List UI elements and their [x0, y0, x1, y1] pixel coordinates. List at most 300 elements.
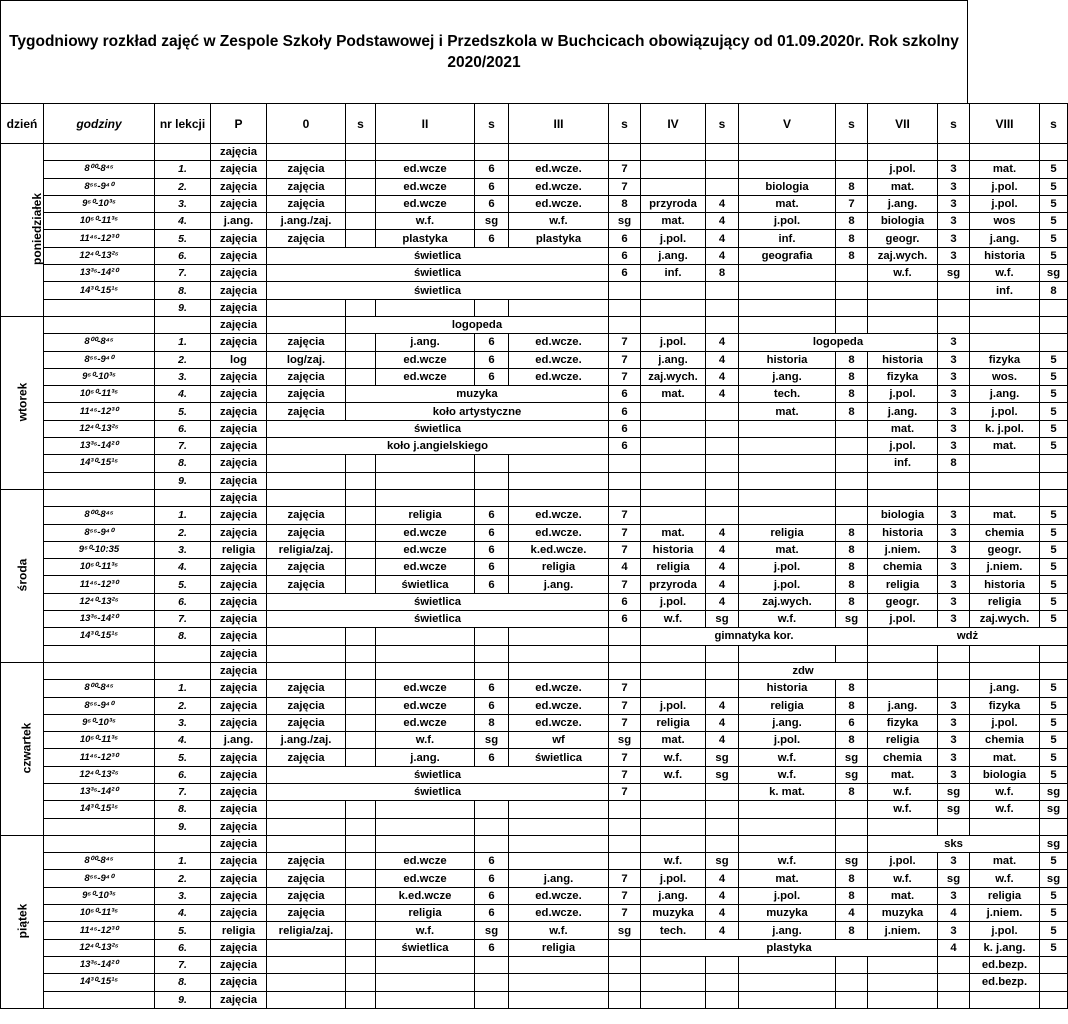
lesson-cell: 5 [1040, 732, 1068, 749]
lesson-cell: j.pol. [970, 195, 1040, 212]
lesson-cell: sg [609, 922, 641, 939]
lesson-cell: j.ang. [211, 213, 267, 230]
lesson-cell: 8 [836, 213, 868, 230]
lesson-cell [475, 991, 509, 1008]
lesson-cell: 3 [938, 697, 970, 714]
lesson-cell [475, 455, 509, 472]
lesson-cell: 3 [938, 593, 970, 610]
lesson-cell [267, 455, 346, 472]
lesson-cell [739, 835, 836, 852]
lesson-cell [475, 628, 509, 645]
lesson-cell: 5 [1040, 368, 1068, 385]
table-row [1, 905, 1068, 922]
lesson-cell: 8 [938, 455, 970, 472]
lesson-cell [938, 282, 970, 299]
merged-cell: plastyka [641, 939, 938, 956]
lesson-number-cell: 7. [155, 265, 211, 282]
lesson-cell [836, 991, 868, 1008]
table-row [1, 282, 1068, 299]
lesson-cell: zajęcia [267, 524, 346, 541]
lesson-cell [938, 316, 970, 333]
lesson-cell [739, 282, 836, 299]
lesson-cell [868, 645, 938, 662]
lesson-cell: 3 [938, 541, 970, 558]
lesson-cell: 8 [836, 697, 868, 714]
lesson-cell [346, 195, 376, 212]
header-cell: IV [641, 104, 706, 144]
lesson-cell [376, 956, 475, 973]
lesson-number-cell: 3. [155, 195, 211, 212]
lesson-cell: wos [970, 213, 1040, 230]
lesson-cell: religia [970, 593, 1040, 610]
table-row [1, 455, 1068, 472]
lesson-cell: j.pol. [641, 334, 706, 351]
lesson-cell: zajęcia [267, 714, 346, 731]
lesson-cell [1040, 472, 1068, 489]
lesson-cell [346, 905, 376, 922]
lesson-cell: 3 [938, 334, 970, 351]
lesson-cell: ed.wcze [376, 368, 475, 385]
lesson-cell [346, 455, 376, 472]
lesson-cell: ed.wcze [376, 559, 475, 576]
lesson-cell: sg [1040, 870, 1068, 887]
lesson-cell: k.ed.wcze. [509, 541, 609, 558]
lesson-cell [641, 801, 706, 818]
lesson-cell [868, 991, 938, 1008]
lesson-cell [836, 507, 868, 524]
lesson-number-cell [155, 645, 211, 662]
lesson-cell [376, 645, 475, 662]
lesson-cell: 6 [475, 178, 509, 195]
lesson-cell: w.f. [641, 611, 706, 628]
header-cell: s [346, 104, 376, 144]
lesson-cell [938, 472, 970, 489]
lesson-cell: mat. [970, 438, 1040, 455]
lesson-cell [346, 939, 376, 956]
lesson-cell: zajęcia [267, 161, 346, 178]
hours-cell: 13³⁵-14²⁰ [44, 956, 155, 973]
lesson-cell [346, 161, 376, 178]
hours-cell: 12⁴⁰-13²⁵ [44, 420, 155, 437]
lesson-cell: w.f. [970, 801, 1040, 818]
lesson-cell [346, 922, 376, 939]
hours-cell: 9⁵⁰-10³⁵ [44, 195, 155, 212]
lesson-cell: 5 [1040, 749, 1068, 766]
lesson-number-cell: 1. [155, 853, 211, 870]
lesson-number-cell: 8. [155, 628, 211, 645]
hours-cell: 8⁵⁵-9⁴⁰ [44, 351, 155, 368]
lesson-cell: zajęcia [267, 386, 346, 403]
lesson-cell: j.ang. [970, 386, 1040, 403]
lesson-cell: 3 [938, 611, 970, 628]
lesson-cell: 7 [609, 161, 641, 178]
lesson-cell: 3 [938, 230, 970, 247]
lesson-cell: mat. [641, 732, 706, 749]
lesson-cell: k. j.ang. [970, 939, 1040, 956]
lesson-number-cell: 3. [155, 368, 211, 385]
table-row [1, 835, 1068, 852]
lesson-cell: 3 [938, 368, 970, 385]
lesson-cell: zajęcia [211, 144, 267, 161]
table-row [1, 783, 1068, 800]
lesson-cell [475, 974, 509, 991]
lesson-number-cell: 5. [155, 922, 211, 939]
lesson-cell: log [211, 351, 267, 368]
table-row [1, 472, 1068, 489]
lesson-cell [267, 956, 346, 973]
lesson-cell: 4 [706, 732, 739, 749]
lesson-cell [509, 628, 609, 645]
lesson-number-cell: 9. [155, 299, 211, 316]
merged-cell: świetlica [267, 420, 609, 437]
lesson-number-cell: 8. [155, 801, 211, 818]
lesson-cell: w.f. [868, 801, 938, 818]
lesson-cell [836, 455, 868, 472]
lesson-cell [836, 316, 868, 333]
lesson-cell: 7 [609, 576, 641, 593]
lesson-cell: 4 [706, 247, 739, 264]
lesson-cell: inf. [641, 265, 706, 282]
lesson-cell: 8 [609, 195, 641, 212]
lesson-cell: mat. [970, 161, 1040, 178]
table-row [1, 541, 1068, 558]
lesson-cell [609, 956, 641, 973]
lesson-cell: zajęcia [211, 853, 267, 870]
lesson-cell: w.f. [739, 853, 836, 870]
lesson-cell: w.f. [509, 213, 609, 230]
lesson-cell [267, 818, 346, 835]
lesson-cell: ed.wcze. [509, 507, 609, 524]
lesson-cell: j.ang. [739, 714, 836, 731]
lesson-cell: 5 [1040, 714, 1068, 731]
lesson-cell [346, 870, 376, 887]
lesson-cell: 8 [836, 887, 868, 904]
table-row [1, 230, 1068, 247]
lesson-cell [267, 489, 346, 506]
lesson-number-cell [155, 662, 211, 679]
header-cell: II [376, 104, 475, 144]
lesson-cell: inf. [970, 282, 1040, 299]
lesson-cell: 4 [706, 541, 739, 558]
lesson-cell [641, 489, 706, 506]
lesson-cell: j.ang. [509, 576, 609, 593]
hours-cell: 11⁴⁵-12³⁰ [44, 922, 155, 939]
lesson-cell: ed.wcze. [509, 905, 609, 922]
table-row [1, 662, 1068, 679]
lesson-cell [836, 438, 868, 455]
lesson-cell [509, 144, 609, 161]
lesson-cell [706, 420, 739, 437]
lesson-number-cell: 5. [155, 576, 211, 593]
lesson-cell [1040, 662, 1068, 679]
lesson-cell: 3 [938, 922, 970, 939]
lesson-cell: zajęcia [211, 489, 267, 506]
day-cell [1, 489, 44, 662]
lesson-cell: zajęcia [267, 680, 346, 697]
lesson-cell: 5 [1040, 438, 1068, 455]
lesson-cell: fizyka [970, 697, 1040, 714]
lesson-cell: 3 [938, 714, 970, 731]
lesson-cell: 7 [609, 697, 641, 714]
merged-cell: gimnatyka kor. [641, 628, 868, 645]
lesson-cell: 3 [938, 195, 970, 212]
lesson-cell: sg [609, 213, 641, 230]
lesson-cell: 5 [1040, 576, 1068, 593]
lesson-cell: 4 [706, 697, 739, 714]
lesson-cell [376, 991, 475, 1008]
lesson-cell: sg [1040, 783, 1068, 800]
hours-cell: 12⁴⁰-13²⁵ [44, 766, 155, 783]
lesson-cell: w.f. [868, 265, 938, 282]
lesson-cell: 6 [609, 593, 641, 610]
lesson-cell: 4 [706, 905, 739, 922]
lesson-cell: ed.wcze. [509, 697, 609, 714]
lesson-cell: k.ed.wcze [376, 887, 475, 904]
lesson-cell: sg [609, 732, 641, 749]
table-row [1, 818, 1068, 835]
lesson-cell: zajęcia [211, 749, 267, 766]
lesson-cell: zajęcia [267, 887, 346, 904]
lesson-number-cell: 1. [155, 507, 211, 524]
lesson-cell: 4 [706, 887, 739, 904]
table-row [1, 351, 1068, 368]
lesson-cell: ed.wcze. [509, 714, 609, 731]
day-label: środa [15, 559, 29, 592]
lesson-cell: 6 [475, 905, 509, 922]
lesson-cell: j.ang. [641, 247, 706, 264]
header-cell: s [1040, 104, 1068, 144]
lesson-cell: zajęcia [211, 939, 267, 956]
table-row [1, 576, 1068, 593]
lesson-cell [836, 472, 868, 489]
lesson-cell [346, 680, 376, 697]
lesson-cell [509, 974, 609, 991]
lesson-cell: j.ang./zaj. [267, 732, 346, 749]
lesson-cell: historia [868, 351, 938, 368]
lesson-cell: historia [868, 524, 938, 541]
lesson-cell: j.pol. [868, 611, 938, 628]
hours-cell [44, 316, 155, 333]
lesson-cell: j.pol. [739, 576, 836, 593]
lesson-cell: j.pol. [739, 213, 836, 230]
lesson-cell: w.f. [641, 749, 706, 766]
lesson-number-cell: 1. [155, 334, 211, 351]
lesson-number-cell: 6. [155, 247, 211, 264]
lesson-cell [509, 956, 609, 973]
lesson-cell: zaj.wych. [641, 368, 706, 385]
lesson-cell: j.ang. [211, 732, 267, 749]
lesson-cell: j.pol. [739, 559, 836, 576]
lesson-cell: zajęcia [211, 282, 267, 299]
lesson-cell: zajęcia [211, 818, 267, 835]
hours-cell [44, 489, 155, 506]
hours-cell: 14³⁰-15¹⁵ [44, 282, 155, 299]
lesson-cell: 6 [475, 195, 509, 212]
lesson-cell [938, 645, 970, 662]
day-label: czwartek [19, 723, 34, 774]
lesson-cell: 3 [938, 420, 970, 437]
table-row [1, 870, 1068, 887]
lesson-cell [376, 801, 475, 818]
lesson-cell: ed.wcze. [509, 680, 609, 697]
lesson-cell: 7 [609, 507, 641, 524]
header-cell: s [938, 104, 970, 144]
lesson-cell [836, 645, 868, 662]
hours-cell: 8⁰⁰-8⁴⁵ [44, 507, 155, 524]
header-cell: VII [868, 104, 938, 144]
lesson-cell: j.niem. [970, 905, 1040, 922]
lesson-cell [739, 438, 836, 455]
lesson-cell: 4 [938, 939, 970, 956]
lesson-cell [267, 991, 346, 1008]
lesson-cell [836, 420, 868, 437]
lesson-cell [609, 489, 641, 506]
merged-cell: logopeda [346, 316, 609, 333]
table-row [1, 714, 1068, 731]
lesson-cell: j.niem. [868, 541, 938, 558]
lesson-cell: zajęcia [211, 870, 267, 887]
lesson-cell: ed.wcze [376, 853, 475, 870]
merged-cell: wdż [868, 628, 1068, 645]
lesson-cell: zajęcia [267, 230, 346, 247]
lesson-cell: 4 [609, 559, 641, 576]
lesson-cell: j.pol. [868, 386, 938, 403]
lesson-cell [641, 316, 706, 333]
lesson-cell [267, 316, 346, 333]
lesson-cell: 4 [706, 334, 739, 351]
lesson-cell: 6 [609, 438, 641, 455]
lesson-cell [641, 178, 706, 195]
lesson-number-cell: 5. [155, 403, 211, 420]
lesson-cell [346, 144, 376, 161]
lesson-cell [267, 835, 346, 852]
table-row [1, 316, 1068, 333]
lesson-cell: 4 [706, 368, 739, 385]
lesson-cell: 4 [706, 386, 739, 403]
lesson-cell: 3 [938, 351, 970, 368]
lesson-cell [346, 853, 376, 870]
lesson-number-cell [155, 316, 211, 333]
lesson-cell: j.ang. [868, 403, 938, 420]
lesson-number-cell: 4. [155, 905, 211, 922]
lesson-cell: przyroda [641, 576, 706, 593]
lesson-cell: j.niem. [970, 559, 1040, 576]
lesson-cell [938, 956, 970, 973]
lesson-cell [641, 783, 706, 800]
lesson-cell: 6 [475, 161, 509, 178]
table-row [1, 680, 1068, 697]
lesson-cell: w.f. [970, 265, 1040, 282]
lesson-cell: 6 [609, 386, 641, 403]
lesson-cell [509, 835, 609, 852]
lesson-cell [739, 420, 836, 437]
day-cell [1, 835, 44, 1008]
hours-cell: 11⁴⁵-12³⁰ [44, 403, 155, 420]
lesson-cell [706, 818, 739, 835]
lesson-cell [609, 991, 641, 1008]
lesson-number-cell: 1. [155, 161, 211, 178]
lesson-cell [938, 662, 970, 679]
lesson-cell: 3 [938, 438, 970, 455]
table-row [1, 386, 1068, 403]
lesson-cell: 6 [475, 230, 509, 247]
lesson-cell: wos. [970, 368, 1040, 385]
lesson-number-cell: 7. [155, 438, 211, 455]
lesson-cell: religia/zaj. [267, 922, 346, 939]
lesson-cell [641, 835, 706, 852]
hours-cell: 14³⁰-15¹⁵ [44, 974, 155, 991]
lesson-cell: log/zaj. [267, 351, 346, 368]
lesson-cell: zajęcia [211, 628, 267, 645]
lesson-cell [836, 282, 868, 299]
lesson-cell: 7 [609, 783, 641, 800]
lesson-cell: 3 [938, 766, 970, 783]
header-cell: s [475, 104, 509, 144]
lesson-cell [739, 991, 836, 1008]
lesson-cell: zajęcia [211, 559, 267, 576]
lesson-cell [376, 455, 475, 472]
lesson-cell [509, 299, 609, 316]
lesson-cell: mat. [641, 213, 706, 230]
lesson-cell: 3 [938, 853, 970, 870]
lesson-cell: j.ang. [376, 334, 475, 351]
lesson-cell [609, 801, 641, 818]
table-row [1, 922, 1068, 939]
lesson-cell [836, 161, 868, 178]
lesson-cell [836, 144, 868, 161]
lesson-cell [706, 282, 739, 299]
lesson-cell [609, 645, 641, 662]
lesson-cell [706, 783, 739, 800]
hours-cell: 10⁵⁰-11³⁵ [44, 386, 155, 403]
lesson-number-cell: 8. [155, 455, 211, 472]
lesson-cell: j.niem. [868, 922, 938, 939]
lesson-cell: 3 [938, 576, 970, 593]
hours-cell: 12⁴⁰-13²⁵ [44, 593, 155, 610]
lesson-cell: ed.wcze [376, 351, 475, 368]
hours-cell: 9⁵⁰-10³⁵ [44, 714, 155, 731]
lesson-cell [475, 835, 509, 852]
lesson-cell [641, 662, 706, 679]
lesson-cell: 3 [938, 732, 970, 749]
lesson-cell: tech. [641, 922, 706, 939]
lesson-cell: geogr. [868, 593, 938, 610]
lesson-cell: mat. [970, 853, 1040, 870]
lesson-cell: 8 [836, 230, 868, 247]
lesson-cell [938, 680, 970, 697]
hours-cell: 12⁴⁰-13²⁵ [44, 247, 155, 264]
hours-cell [44, 472, 155, 489]
hours-cell [44, 299, 155, 316]
lesson-cell: biologia [868, 213, 938, 230]
lesson-cell: zajęcia [267, 178, 346, 195]
lesson-cell: sg [706, 766, 739, 783]
lesson-cell [609, 939, 641, 956]
lesson-cell [836, 299, 868, 316]
table-row [1, 299, 1068, 316]
lesson-cell: 8 [836, 403, 868, 420]
lesson-cell: ed.wcze. [509, 524, 609, 541]
lesson-cell: chemia [868, 749, 938, 766]
lesson-cell: 6 [475, 368, 509, 385]
lesson-cell: historia [970, 247, 1040, 264]
table-row [1, 559, 1068, 576]
hours-cell: 10⁵⁰-11³⁵ [44, 213, 155, 230]
lesson-cell: 7 [609, 749, 641, 766]
lesson-cell: j.ang. [739, 922, 836, 939]
lesson-cell [641, 472, 706, 489]
lesson-cell: j.pol. [641, 870, 706, 887]
